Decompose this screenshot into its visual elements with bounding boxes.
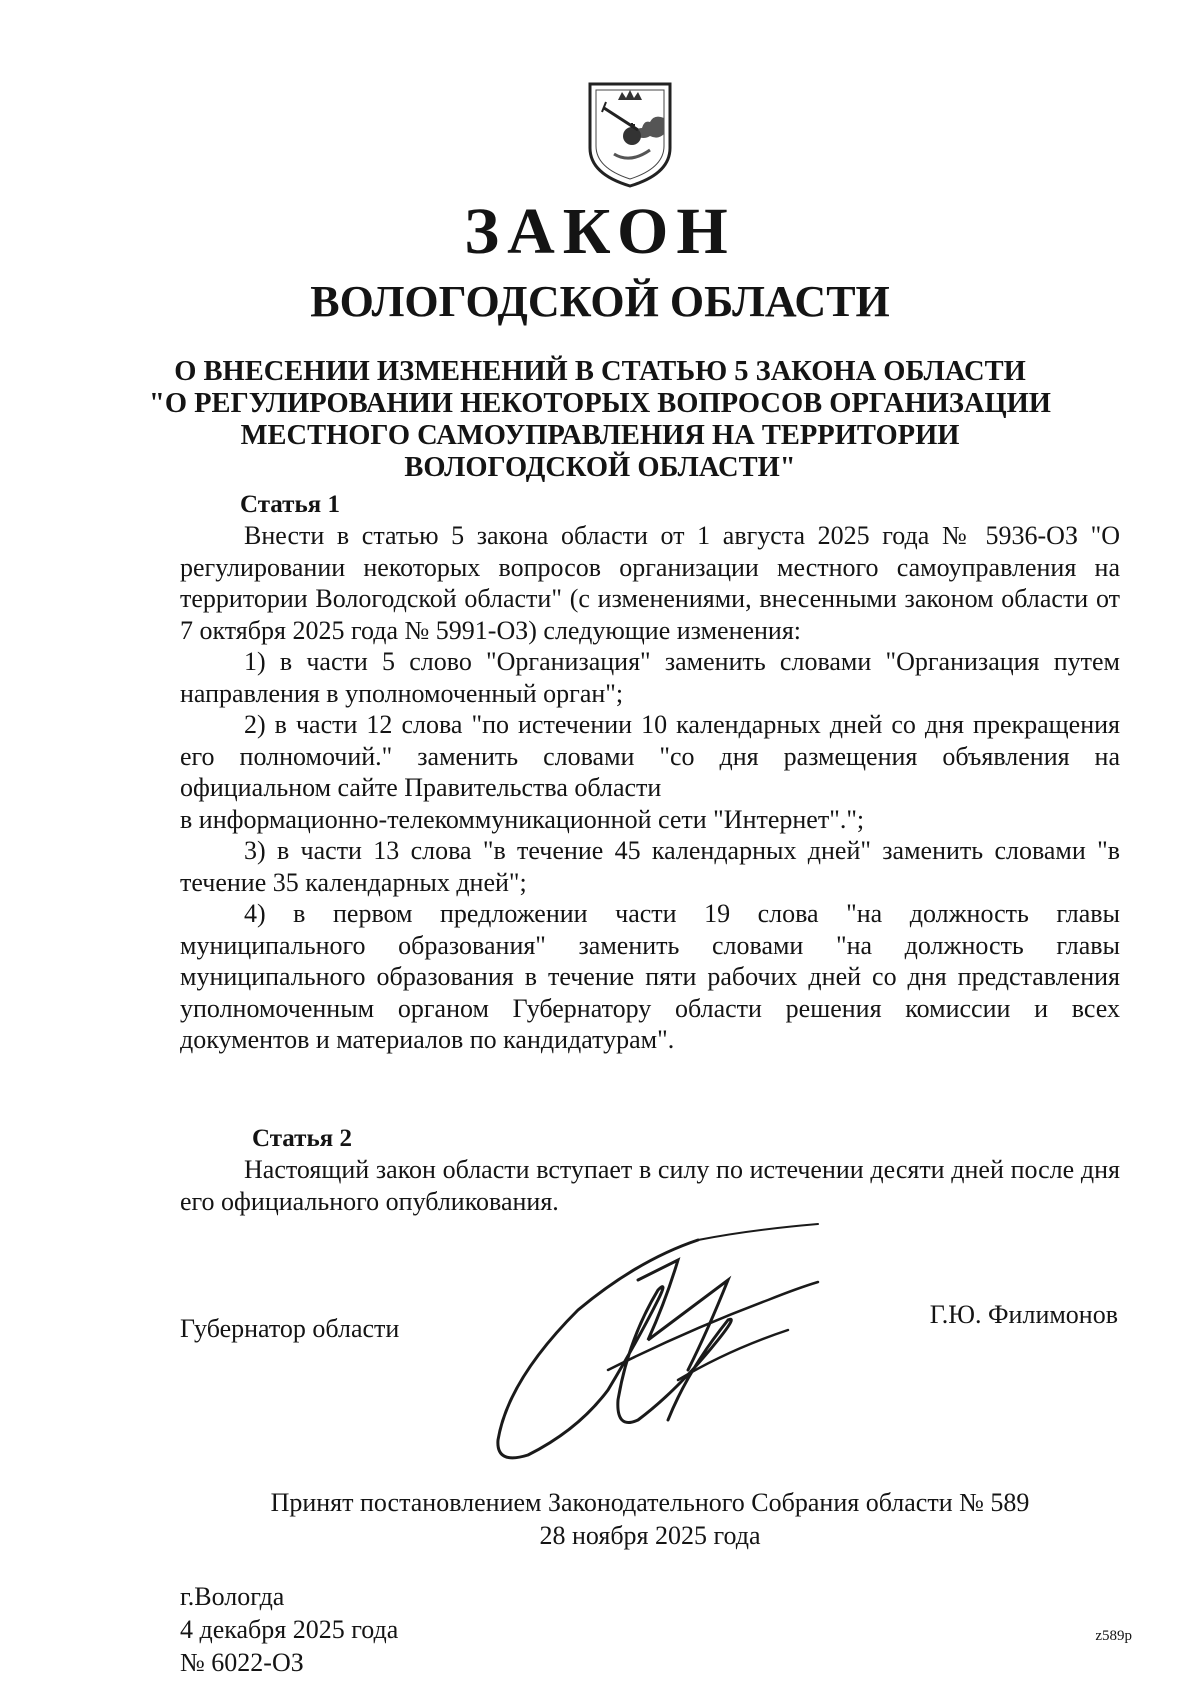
law-number: № 6022-ОЗ <box>180 1648 304 1677</box>
place-date-number <box>180 1580 398 1679</box>
article-1-item-3: 3) в части 13 слова "в течение 45 календарных дней" заменить словами "в течение 35 календарных дней"; <box>180 836 1120 897</box>
article-2-text: Настоящий закон области вступает в силу по истечении десяти дней после дня его официального опубликования. <box>180 1155 1120 1216</box>
document-subtitle: ВОЛОГОДСКОЙ ОБЛАСТИ <box>310 277 890 326</box>
article-2-title: Статья 2 <box>252 1125 352 1152</box>
heading-line: "О РЕГУЛИРОВАНИИ НЕКОТОРЫХ ВОПРОСОВ ОРГАНИЗАЦИИ <box>149 388 1051 419</box>
law-heading <box>120 356 1080 484</box>
adoption-line-2: 28 ноября 2025 года <box>539 1521 761 1550</box>
adoption-line-1: Принят постановлением Законодательного Собрания области № 589 <box>270 1488 1030 1517</box>
heading-line: О ВНЕСЕНИИ ИЗМЕНЕНИЙ В СТАТЬЮ 5 ЗАКОНА ОБЛАСТИ <box>174 356 1026 387</box>
place: г.Вологда <box>180 1582 285 1611</box>
article-1-item-4: 4) в первом предложении части 19 слова "на должность главы муниципального образования" заменить словами "на должность главы муниципального образования в течение пяти рабочих дней со дня представления уполномоченным органом Губернатору области решения комиссии и всех документов и материалов по кандидатурам". <box>180 899 1120 1054</box>
signer-name: Г.Ю. Филимонов <box>929 1300 1118 1329</box>
heading-line: ВОЛОГОДСКОЙ ОБЛАСТИ" <box>404 452 796 483</box>
article-1-item-2: 2) в части 12 слова "по истечении 10 календарных дней со дня прекращения его полномочий." заменить словами "со дня размещения объявления на официальном сайте Правительства области <box>180 710 1120 802</box>
article-1-intro: Внести в статью 5 закона области от 1 августа 2025 года № 5936-ОЗ "О регулировании некоторых вопросов организации местного самоуправления на территории Вологодской области" (с изменениями, внесенными законом области от 7 октября 2025 года № 5991-ОЗ) следующие изменения: <box>180 521 1120 645</box>
signing-date: 4 декабря 2025 года <box>180 1615 399 1644</box>
signer-position: Губернатор области <box>180 1314 400 1343</box>
coat-of-arms-icon <box>584 78 676 190</box>
handwritten-signature <box>488 1220 838 1470</box>
article-1-body <box>180 520 1120 1056</box>
article-2-body <box>180 1154 1120 1217</box>
heading-line: МЕСТНОГО САМОУПРАВЛЕНИЯ НА ТЕРРИТОРИИ <box>240 420 960 451</box>
article-1-item-2-continued: в информационно-телекоммуникационной сети "Интернет"."; <box>180 804 865 834</box>
adoption-note <box>0 1486 1200 1552</box>
article-1-item-1: 1) в части 5 слово "Организация" заменить словами "Организация путем направления в уполномоченный орган"; <box>180 647 1120 708</box>
document-title: ЗАКОН <box>464 195 736 268</box>
document-code: z589р <box>1095 1628 1132 1644</box>
article-1-title: Статья 1 <box>240 491 340 518</box>
